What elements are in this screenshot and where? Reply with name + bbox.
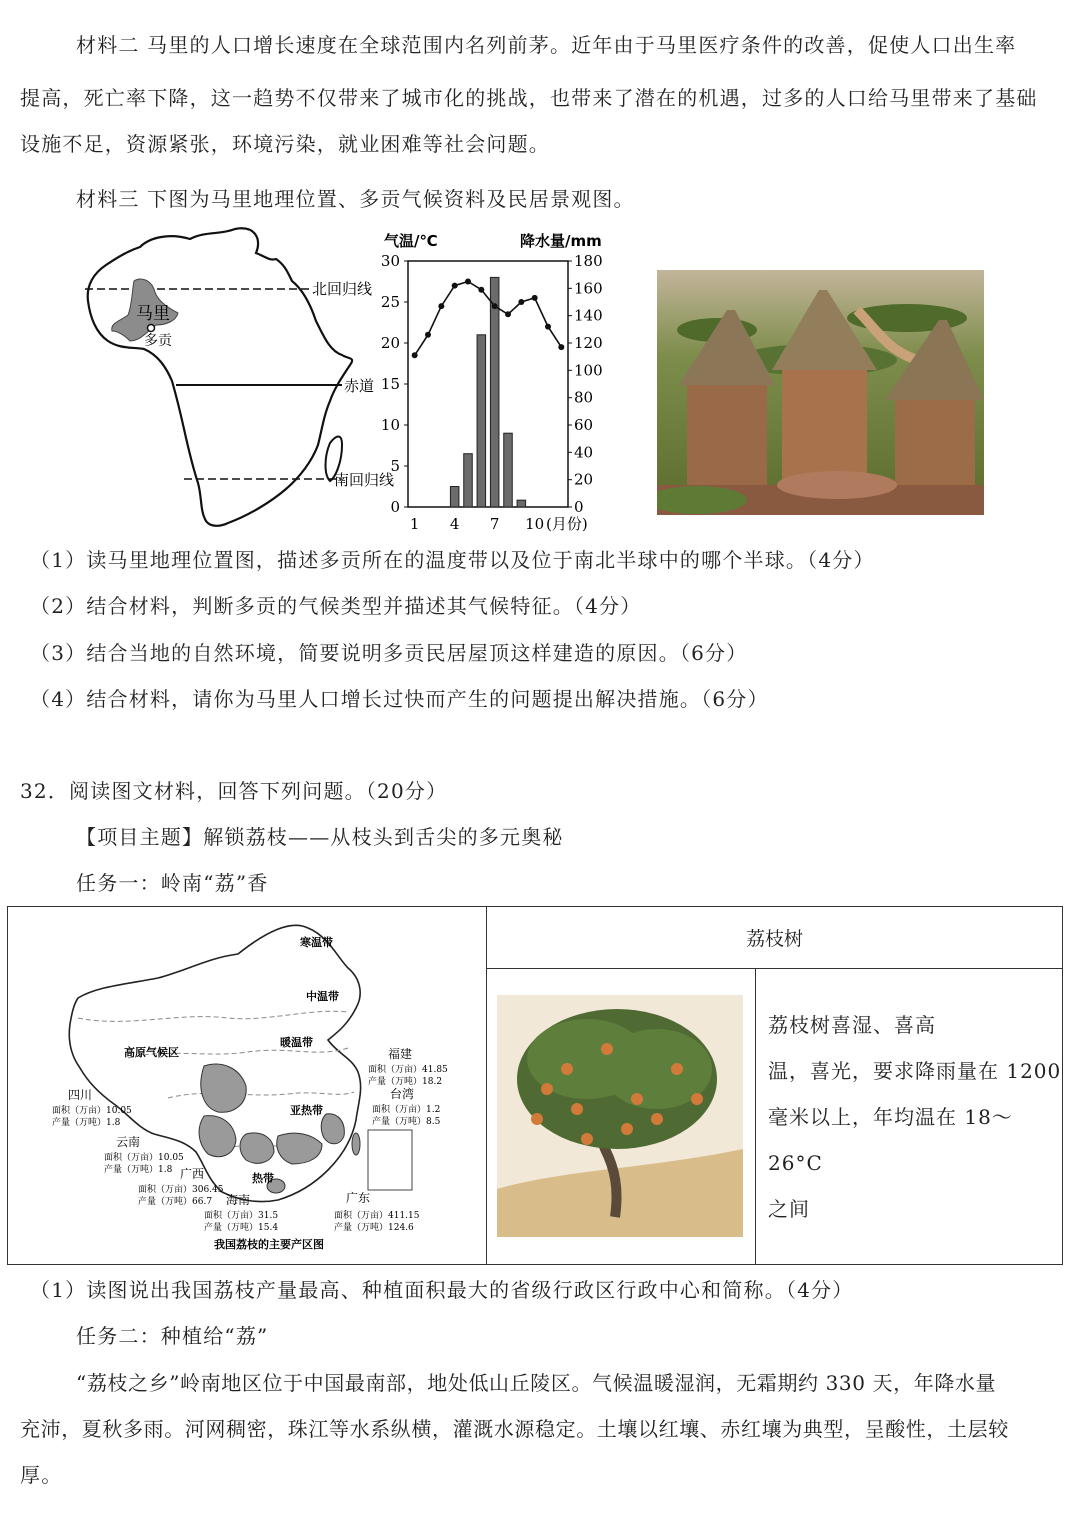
temperature-point [438,303,444,309]
temperature-point [532,295,538,301]
tree-text-2: 温，喜光，要求降雨量在 1200 [768,1058,1062,1083]
right-tick-label: 40 [574,443,594,462]
right-tick-label: 0 [574,498,584,516]
lychee-table [7,906,1063,1265]
guangxi-area: 面积（万亩）306.45 [138,1185,224,1195]
map-caption: 我国荔枝的主要产区图 [214,1238,324,1251]
africa-outline [88,228,352,525]
mud-granary-huts-photo [657,270,984,515]
taiwan-name: 台湾 [390,1087,415,1101]
china-map-cell [8,907,487,1265]
sichuan-output: 产量（万吨）1.8 [52,1118,121,1128]
material2-line3: 设施不足，资源紧张，环境污染，就业困难等社会问题。 [20,132,550,156]
x-axis-unit: (月份) [546,515,588,533]
x-tick-label: 4 [449,515,460,533]
right-tick-label: 60 [574,416,594,434]
right-tick-label: 140 [574,306,603,325]
temperature-point [412,352,418,358]
guangdong-output: 产量（万吨）124.6 [334,1223,414,1233]
precip-bar [477,335,486,507]
y-left-label: 气温/℃ [384,232,438,250]
right-tick-label: 120 [574,334,603,352]
left-tick-label: 15 [380,375,400,393]
tropic-north-label: 北回归线 [312,280,373,298]
x-tick-label: 1 [409,515,420,533]
zone-trop: 热带 [252,1172,274,1185]
yunnan-area: 面积（万亩）10.05 [104,1153,184,1163]
lychee-tree-picture [487,969,755,1264]
zone-sub: 亚热带 [290,1104,323,1117]
left-tick-label: 10 [380,416,400,434]
temperature-point [478,287,484,293]
lychee-image-cell [487,969,756,1265]
mali-label: 马里 [136,304,170,324]
precip-bar [450,487,459,508]
china-lychee-map [8,908,486,1263]
q32-question-1: （1）读图说出我国荔枝产量最高、种植面积最大的省级行政区行政中心和简称。（4分） [30,1278,854,1302]
africa-map [80,225,400,530]
left-tick-label: 30 [380,252,400,270]
zone-warm: 暖温带 [280,1036,313,1049]
guangxi-output: 产量（万吨）66.7 [138,1197,213,1207]
right-tick-label: 100 [574,361,603,380]
temperature-point [425,332,431,338]
right-tick-label: 180 [574,252,603,270]
question-2: （2）结合材料，判断多贡的气候类型并描述其气候特征。（4分） [30,594,642,618]
hainan-area: 面积（万亩）31.5 [204,1211,279,1221]
question-4: （4）结合材料，请你为马里人口增长过快而产生的问题提出解决措施。（6分） [30,687,769,711]
question-3: （3）结合当地的自然环境，简要说明多贡民居屋顶这样建造的原因。（6分） [30,641,748,665]
q32-task1: 任务一：岭南“荔”香 [76,871,269,895]
sichuan-name: 四川 [68,1088,93,1102]
south-china-sea-inset [368,1130,412,1190]
yunnan-output: 产量（万吨）1.8 [104,1165,173,1175]
hainan-name: 海南 [226,1193,251,1207]
table-header-lychee-tree: 荔枝树 [487,907,1063,969]
temperature-point [492,303,498,309]
yunnan-name: 云南 [116,1135,141,1149]
x-tick-label: 10 [525,515,545,533]
temperature-point [558,344,564,350]
right-tick-label: 80 [574,388,594,407]
left-tick-label: 5 [390,457,400,475]
tropic-south-label: 南回归线 [334,471,395,489]
tree-text-4: 之间 [768,1196,810,1221]
temperature-point [465,279,471,285]
guangdong-area: 面积（万亩）411.15 [334,1211,420,1221]
left-tick-label: 20 [380,334,400,352]
q32-para-line2: 充沛，夏秋多雨。河网稠密，珠江等水系纵横，灌溉水源稳定。土壤以红壤、赤红壤为典型，呈酸性，土层较 [20,1417,1009,1441]
q32-title: 32．阅读图文材料，回答下列问题。（20分） [20,779,448,803]
material2-line2: 提高，死亡率下降，这一趋势不仅带来了城市化的挑战，也带来了潜在的机遇，过多的人口给马里带来了基础 [20,86,1038,110]
lychee-tree-description [756,969,1063,1265]
temperature-point [518,299,524,305]
equator-label: 赤道 [344,377,375,395]
guangxi-name: 广西 [180,1167,205,1181]
climate-chart [378,228,618,540]
material2-line1: 材料二 马里的人口增长速度在全球范围内名列前茅。近年由于马里医疗条件的改善，促使人口出生率 [76,33,1017,57]
precip-bar [504,433,513,507]
right-tick-label: 160 [574,279,603,298]
fujian-name: 福建 [388,1047,413,1061]
precip-bar [517,500,526,507]
temperature-line [415,282,562,356]
taiwan-area: 面积（万亩）1.2 [372,1105,441,1115]
fujian-output: 产量（万吨）18.2 [368,1077,443,1087]
left-tick-label: 25 [380,293,400,311]
fujian-area: 面积（万亩）41.85 [368,1065,448,1075]
q32-task2: 任务二：种植给“荔” [76,1324,269,1348]
precip-bar [490,277,499,507]
x-tick-label: 7 [489,515,500,533]
dogon-label: 多贡 [144,333,172,349]
temperature-point [505,311,511,317]
sichuan-area: 面积（万亩）10.05 [52,1106,132,1116]
zone-plateau: 高原气候区 [124,1046,179,1059]
temperature-point [545,324,551,330]
taiwan-output: 产量（万吨）8.5 [372,1117,441,1127]
q32-para-line1: “荔枝之乡”岭南地区位于中国最南部，地处低山丘陵区。气候温暖湿润，无霜期约 330 天，年降水量 [76,1371,997,1395]
precip-bar [464,454,473,507]
temperature-point [452,283,458,289]
left-tick-label: 0 [390,498,400,516]
q32-theme: 【项目主题】解锁荔枝——从枝头到舌尖的多元奥秘 [76,825,564,849]
dogon-point [148,325,155,332]
zone-mid: 中温带 [306,990,339,1003]
y-right-label: 降水量/mm [520,232,602,250]
tree-text-3: 毫米以上，年均温在 18～26°C [768,1104,1013,1175]
q32-para-line3: 厚。 [20,1463,63,1487]
question-1: （1）读马里地理位置图，描述多贡所在的温度带以及位于南北半球中的哪个半球。（4分） [30,548,875,572]
taiwan-region [352,1133,360,1155]
hainan-output: 产量（万吨）15.4 [204,1223,279,1233]
guangdong-name: 广东 [346,1191,371,1205]
material3-caption: 材料三 下图为马里地理位置、多贡气候资料及民居景观图。 [76,187,635,211]
tree-text-1: 荔枝树喜湿、喜高 [768,1012,936,1037]
right-tick-label: 20 [574,470,594,489]
zone-cold: 寒温带 [300,936,333,949]
